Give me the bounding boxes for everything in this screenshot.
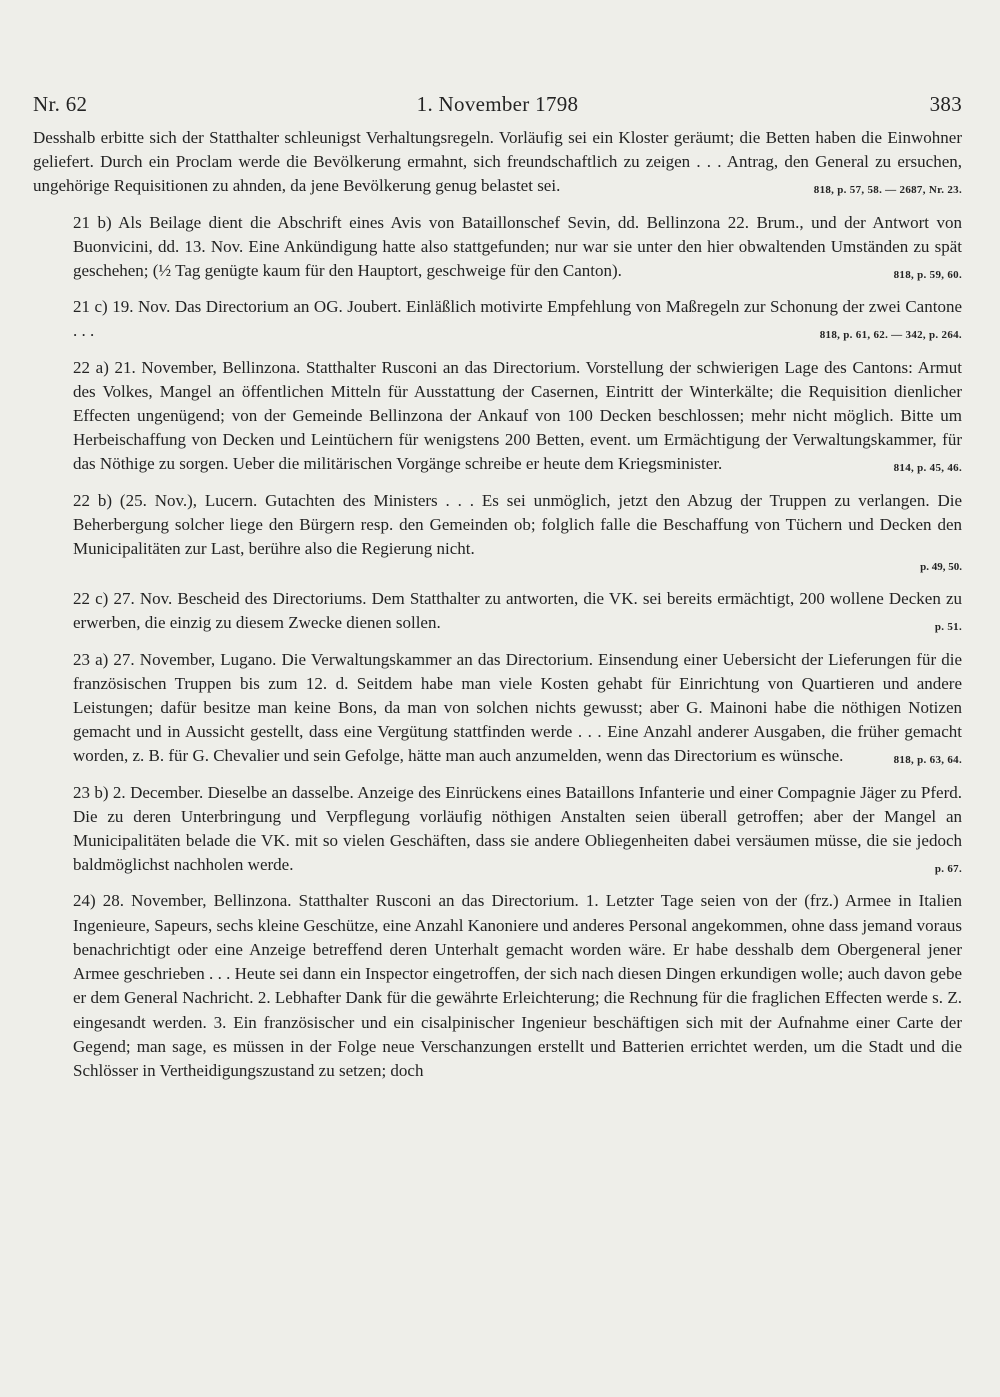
body-text: [33, 126, 962, 1095]
paragraph-text: Desshalb erbitte sich der Statthalter schleunigst Verhaltungsregeln. Vorläufig sei ein Kloster geräumt; die Betten haben die Einwohner geliefert. Durch ein Proclam werde die Bevölkerung ermahnt, sich freundschaftlich zu zeigen . . . Antrag, den General zu ersuchen, ungehörige Requisitionen zu ahnden, da jene Bevölkerung genug belastet sei.: [33, 128, 962, 196]
paragraph: [33, 781, 962, 878]
document-number: Nr. 62: [33, 92, 88, 116]
paragraph: [33, 126, 962, 199]
archive-reference: 818, p. 61, 62. — 342, p. 264.: [819, 329, 962, 342]
paragraph-text: 22 b) (25. Nov.), Lucern. Gutachten des Ministers . . . Es sei unmöglich, jetzt den Abzug der Truppen zu verlangen. Die Beherbergung solcher liege den Bürgern resp. den Gemeinden ob; folglich falle die Beschaffung von Tüchern und Decken den Municipalitäten zur Last, berühre also die Regierung nicht.: [73, 490, 962, 559]
archive-reference: p. 67.: [934, 863, 962, 876]
paragraph: [33, 356, 962, 477]
archive-reference: p. 49, 50.: [920, 561, 962, 574]
archive-reference: p. 51.: [934, 621, 962, 634]
archive-reference: 818, p. 59, 60.: [893, 269, 962, 282]
paragraph: [33, 489, 962, 576]
archive-reference: 818, p. 57, 58. — 2687, Nr. 23.: [813, 184, 962, 197]
paragraph-text: 24) 28. November, Bellinzona. Statthalter Rusconi an das Directorium. 1. Letzter Tage seien von der (frz.) Armee in Italien Ingenieure, Sapeurs, sechs kleine Geschütze, eine Anzahl Kanoniere und anderes Personal angekommen, ohne dass jemand voraus benachrichtigt oder eine Anzeige betreffend deren Unterhalt gemacht worden wäre. Er habe desshalb dem Obergeneral jener Armee geschrieben . . . Heute sei dann ein Inspector eingetroffen, der sich nach diesen Dingen erkundigen wolle; auch davon gebe er dem General Nachricht. 2. Lebhafter Dank für die gewährte Erleichterung; die Rechnung für die fraglichen Effecten werde s. Z. eingesandt werden. 3. Ein französischer und ein cisalpinischer Ingenieur beschäftigen sich mit der Aufnahme einer Carte der Gegend; man sage, es müssen in der Folge neue Verschanzungen erstellt und Batterien errichtet werden, um die Stadt und die Schlösser in Vertheidigungszustand zu setzen; doch: [73, 891, 962, 1080]
archive-reference: 814, p. 45, 46.: [893, 462, 962, 475]
paragraph-text: 21 c) 19. Nov. Das Directorium an OG. Joubert. Einläßlich motivirte Empfehlung von Maßregeln zur Schonung der zwei Cantone . . .: [73, 297, 962, 341]
paragraph: [33, 889, 962, 1083]
running-header: [33, 92, 962, 118]
paragraph: [33, 211, 962, 284]
header-date: 1. November 1798: [416, 92, 579, 116]
paragraph-text: 21 b) Als Beilage dient die Abschrift eines Avis von Bataillonschef Sevin, dd. Bellinzona 22. Brum., und der Antwort von Buonvicini, dd. 13. Nov. Eine Ankündigung hatte also stattgefunden; nur war sie unter den hier obwaltenden Umständen zu spät geschehen; (½ Tag genügte kaum für den Hauptort, geschweige für den Canton).: [73, 212, 962, 281]
paragraph: [33, 587, 962, 635]
paragraph-text: 22 c) 27. Nov. Bescheid des Directoriums. Dem Statthalter zu antworten, die VK. sei bereits ermächtigt, 200 wollene Decken zu erwerben, die einzig zu diesem Zwecke dienen sollen.: [73, 589, 962, 633]
archive-reference: 818, p. 63, 64.: [893, 754, 962, 767]
paragraph: [33, 648, 962, 769]
paragraph-text: 22 a) 21. November, Bellinzona. Statthalter Rusconi an das Directorium. Vorstellung der schwierigen Lage des Cantons: Armut des Volkes, Mangel an öffentlichen Mitteln für Ausstattung der Casernen, Eintritt der Winterkälte; die Requisition dienlicher Effecten ungenügend; von der Gemeinde Bellinzona der Ankauf von 100 Decken beschlossen; mehr nicht möglich. Bitte um Herbeischaffung von Decken und Leintüchern für wenigstens 200 Betten, event. um Ermächtigung der Verwaltungskammer, für das Nöthige zu sorgen. Ueber die militärischen Vorgänge schreibe er heute dem Kriegsminister.: [73, 357, 962, 474]
page-number: 383: [929, 92, 962, 116]
paragraph: [33, 295, 962, 343]
paragraph-text: 23 b) 2. December. Dieselbe an dasselbe. Anzeige des Einrückens eines Bataillons Infanterie und einer Compagnie Jäger zu Pferd. Die zu deren Unterbringung und Verpflegung vorläufig nöthigen Anstalten seien überall getroffen; aber der Mangel an Municipalitäten belade die VK. mit so vielen Geschäften, dass sie andere Obliegenheiten dabei versäumen müsse, die sie jedoch baldmöglichst nachholen werde.: [73, 782, 962, 875]
paragraph-text: 23 a) 27. November, Lugano. Die Verwaltungskammer an das Directorium. Einsendung einer Uebersicht der Lieferungen für die französischen Truppen bis zum 12. d. Seitdem habe man viele Kosten gehabt für Einrichtung von Quartieren und andere Leistungen; dafür besitze man keine Bons, da man von solchen nichts gewusst; aber G. Mainoni habe die nöthigen Notizen gemacht und in Aussicht gestellt, dass eine Vergütung stattfinden werde . . . Eine Anzahl anderer Ausgaben, die früher gemacht worden, z. B. für G. Chevalier und sein Gefolge, hätte man auch anzumelden, wenn das Directorium es wünsche.: [73, 649, 962, 766]
